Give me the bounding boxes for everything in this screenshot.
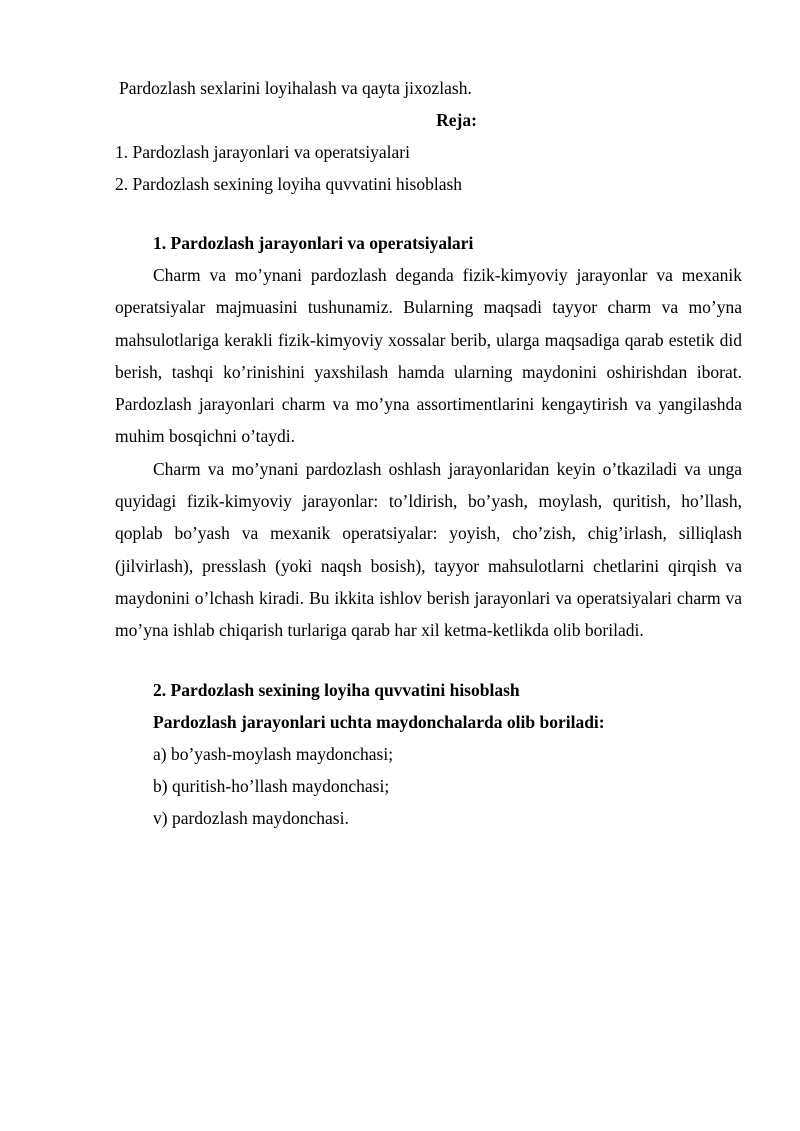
document-page xyxy=(115,72,742,834)
paragraph: Charm va mo’ynani pardozlash oshlash jarayonlaridan keyin o’tkaziladi va unga quyidagi fizik-kimyoviy jarayonlar: to’ldirish, bo’yash, moylash, quritish, ho’llash, qoplab bo’yash va mexanik operatsiyalar: yoyish, cho’zish, chig’irlash, silliqlash (jilvirlash), presslash (yoki naqsh bosish), tayyor mahsulotlarni chetlarini qirqish va maydonini o’lchash kiradi. Bu ikkita ishlov berish jarayonlari va operatsiyalari charm va mo’yna ishlab chiqarish turlariga qarab har xil ketma-ketlikda olib boriladi. xyxy=(115,458,742,641)
section-subheading: Pardozlash jarayonlari uchta maydonchalarda olib boriladi: xyxy=(153,711,605,732)
plan-item: 1. Pardozlash jarayonlari va operatsiyalari xyxy=(115,142,410,162)
list-item: a) bo’yash-moylash maydonchasi; xyxy=(153,743,394,764)
spacer xyxy=(115,200,742,227)
list-item: v) pardozlash maydonchasi. xyxy=(153,807,349,828)
plan-item: 2. Pardozlash sexining loyiha quvvatini hisoblash xyxy=(115,174,463,194)
plan-title: Reja: xyxy=(436,110,477,130)
spacer xyxy=(115,647,742,674)
section-heading: 1. Pardozlash jarayonlari va operatsiyalari xyxy=(153,233,474,253)
document-title: Pardozlash sexlarini loyihalash va qayta jixozlash. xyxy=(119,78,472,98)
list-item: b) quritish-ho’llash maydonchasi; xyxy=(153,775,390,796)
paragraph: Charm va mo’ynani pardozlash deganda fizik-kimyoviy jarayonlar va mexanik operatsiyalar majmuasini tushunamiz. Bularning maqsadi tayyor charm va mo’yna mahsulotlariga kerakli fizik-kimyoviy xossalar berib, ularga maqsadiga qarab estetik did berish, tashqi ko’rinishini yaxshilash hamda ularning maydonini oshirishdan iborat. Pardozlash jarayonlari charm va mo’yna assortimentlarini kengaytirish va yangilashda muhim bosqichni o’taydi. xyxy=(115,265,742,447)
section-heading: 2. Pardozlash sexining loyiha quvvatini hisoblash xyxy=(153,679,520,700)
